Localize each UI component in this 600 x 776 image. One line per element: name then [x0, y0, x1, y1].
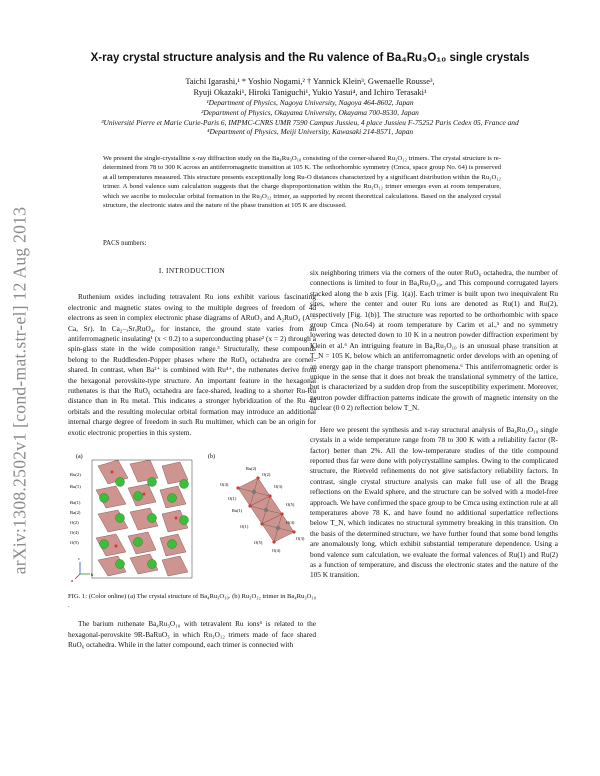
arxiv-sidebar-stamp: [6, 170, 34, 610]
intro-paragraph-2: The barium ruthenate Ba₄Ru₃O₁₀ with tetravalent Ru ions⁴ is related to the hexagonal-perovskite 9R-BaRuO₃ in which Ru₃O₁₂ trimers made of face shared RuO₆ octahedra. While in the latter compound, each trimer is connected with: [68, 619, 316, 649]
section-heading-introduction: I. INTRODUCTION: [158, 267, 226, 275]
intro-paragraph-1: Ruthenium oxides including tetravalent Ru ions exhibit various fascinating electronic and magnetic states owing to the multiple degrees of freedom of 4d electrons as seen in complex electronic phase diagrams of ARuO₃ and A₂RuO₄ (A = Ca, Sr). In Ca₂₋ₓSrₓRuO₄, for instance, the ground state varies from an antiferromagnetic insulating¹ (x < 0.2) to a superconducting phase² (x = 2) through a spin-glass state in the wide composition range.³ Structurally, these compounds belong to the Ruddlesden-Popper phases where the RuO₆ octahedra are corner-shared. In contrast, when Ba²⁺ is combined with Ru⁴⁺, the ruthenates derive from the hexagonal perovskite-type structure. An important feature in the hexagonal ruthenates is that the RuO₆ octahedra are face-shared, leading to a shorter Ru-Ru distance than in Ru metal. This indicates a stronger hybridization of the Ru 4d orbitals and the resulting molecular orbital formation may introduce an additional internal charge degree of freedom in such Ru multimer, which can be an origin for exotic electronic properties in this system.: [68, 292, 316, 437]
panel-a-structure: [92, 460, 192, 578]
axis-a-label: a: [71, 578, 73, 584]
author-line-1: Taichi Igarashi,¹ * Yoshio Nogami,² † Yannick Klein³, Gwenaelle Rousse³,: [185, 77, 435, 86]
axis-triad: [71, 556, 94, 583]
abstract: We present the single-crystalline x-ray diffraction study on the Ba₄Ru₃O₁₀ consisting of the corner-shared Ru₃O₁₂ trimers. The crystal structure is re-determined from 78 to 300 K across an antiferromagnetic transition at 105 K. The orthorhombic symmetry (Cmca, space group No. 64) is preserved at all temperatures measured. This structure presents exceptionally long Ru-O distances characterized by a significant distribution within the Ru₃O₁₂ trimer. A bond valence sum calculation suggests that the charge disproportionation within the Ru₃O₁₂ trimer emerges even at room temperature, which we ascribe to molecular orbital formation in the Ru₃O₁₂ trimer, as supported by recent theoretical calculations. Based on the analyzed crystal structure, the electronic states and the nature of the phase transition at 105 K are discussed.: [103, 155, 501, 210]
arxiv-id: arXiv:1308.2502v1 [cond-mat.str-el] 12 Aug 2013: [9, 206, 30, 574]
affiliation-4: ⁴Department of Physics, Meiji University, Kawasaki 214-8571, Japan: [206, 127, 414, 137]
affiliation-1: ¹Department of Physics, Nagoya University, Nagoya 464-8602, Japan: [206, 98, 414, 108]
label-b-9: O(3): [296, 536, 305, 542]
author-block: [60, 76, 560, 137]
label-a-ba2: Ba(2): [70, 510, 81, 516]
left-column: [68, 266, 316, 650]
label-b-7: O(4): [286, 520, 295, 526]
axis-b-label: b: [91, 572, 94, 578]
label-a-ba1: Ba(1): [70, 500, 81, 506]
affiliation-2: ²Department of Physics, Okayama University, Okayama 700-8530, Japan: [201, 108, 419, 117]
figure-1: [68, 448, 316, 586]
label-a-o5: O(5): [70, 540, 79, 546]
crystal-structure-figure: [68, 448, 316, 586]
label-b-8: O(1): [240, 524, 249, 530]
panel-b-label: (b): [208, 454, 215, 461]
figure-1-caption: FIG. 1: (Color online) (a) The crystal structure of Ba₄Ru₃O₁₀. (b) Ru₃O₁₂ trimer in Ba₄Ru₃O₁₀ .: [68, 593, 316, 610]
label-b-10: O(5): [254, 540, 263, 546]
axis-c-label: c: [78, 556, 80, 562]
author-line-2: Ryuji Okazaki¹, Hiroki Taniguchi¹, Yukio Yasui⁴, and Ichiro Terasaki¹: [193, 88, 427, 98]
right-column: [310, 268, 558, 581]
label-b-0: Ru(2): [246, 466, 257, 472]
label-b-4: O(1): [228, 496, 237, 502]
panel-a-label: (a): [76, 454, 83, 461]
paper-title: X-ray crystal structure analysis and the Ru valence of Ba₄Ru₃O₁₀ single crystals: [90, 52, 530, 64]
label-b-11: O(4): [272, 548, 281, 554]
right-paragraph-2: Here we present the synthesis and x-ray structural analysis of Ba₄Ru₃O₁₀ single crystals in a wide temperature range from 78 to 300 K with a reliability factor (R-factor) better than 2%. All the low-temperature studies of the title compound reported thus far were done with polycrystalline samples. Owing to the complicated structure, the Rietveld refinements do not give satisfactory reliability factors. In contrast, single crystal structure analysis can make full use of all the Bragg reflections on the Ewald sphere, and the structure can be solved with a model-free approach. We have confirmed the space group to be Cmca using extinction rule at all temperatures above 78 K, and have found no additional superlattice reflections below T_N, which indicates no structural symmetry breaking in this transition. On the basis of the determined structure, we have further found that some bond lengths are anomalously long, which exhibit substantial temperature dependence. Using a bond valence sum calculation, we evaluate the formal valences of Ru(1) and Ru(2) as a function of temperature, and discuss the electronic states and the nature of the 105 K transition.: [310, 424, 558, 580]
label-b-3: O(4): [220, 482, 229, 488]
affiliation-3: ³Université Pierre et Marie Curie-Paris 6, IMPMC-CNRS UMR 7590 Campus Jussieu, 4 place Jussieu F-75252 Paris Cedex 05, France and: [101, 117, 519, 127]
pacs-numbers: PACS numbers:: [103, 240, 147, 247]
label-b-5: O(5): [286, 502, 295, 508]
label-a-ru2: Ru(2): [70, 472, 81, 478]
label-b-1: O(2): [262, 472, 271, 478]
label-a-o4: O(4): [70, 530, 79, 536]
label-b-6: Ru(1): [232, 508, 243, 514]
label-a-o2: O(2): [70, 520, 79, 526]
label-a-ru1: Ru(1): [70, 484, 81, 490]
panel-b-trimer: [236, 476, 295, 546]
label-b-2: O(3): [274, 484, 283, 490]
right-paragraph-1: six neighboring trimers via the corners of the outer RuO₆ octahedra, the number of connections is limited to four in Ba₄Ru₃O₁₀, and This compound corrugated layers stacked along the b axis [Fig. 1(a)]. Each trimer is built upon two inequivalent Ru sites, where the center and outer Ru ions are denoted as Ru(1) and Ru(2), respectively [Fig. 1(b)]. The structure was reported to be orthorhombic with space group Cmca (No.64) at room temperature by Carim et al.,⁵ and no symmetry lowering was detected down to 10 K in a neutron powder diffraction experiment by Klein et al.⁶ An intriguing feature in Ba₄Ru₃O₁₀ is an unusual phase transition at T_N = 105 K, below which an antiferromagnetic order develops with an opening of an energy gap in the charge transport phenomena.⁶ This antiferromagnetic order is unique in the sense that it does not break the translational symmetry of the lattice, but is characterized by a sudden drop from the susceptibility experiment. Moreover, neutron powder diffraction patterns indicate the growth of magnetic intensity on the nuclear (0 0 2) reflection below T_N.: [310, 268, 558, 413]
